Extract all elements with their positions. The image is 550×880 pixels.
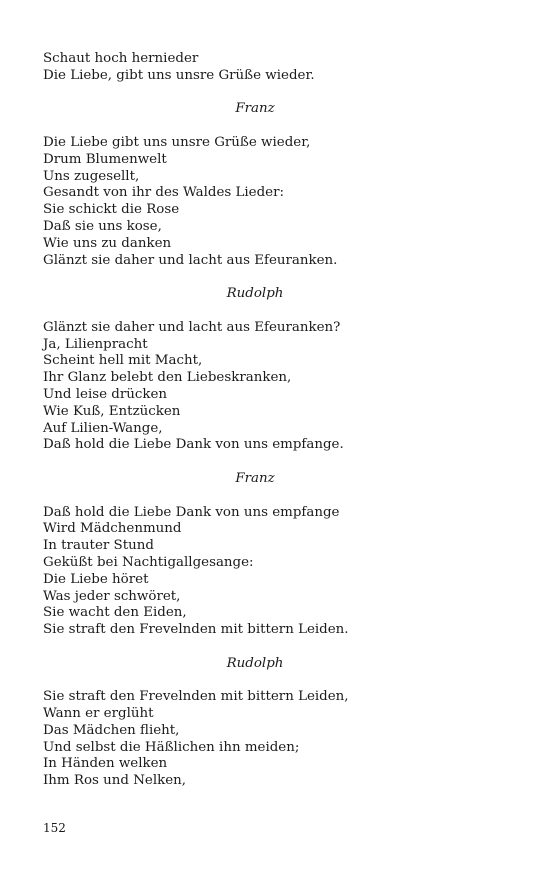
verse-line: Sie wacht den Eiden, — [43, 605, 187, 621]
verse-line: Drum Blumenwelt — [43, 151, 167, 167]
verse-line: Daß hold die Liebe Dank von uns empfange — [43, 504, 340, 520]
verse-line: Glänzt sie daher und lacht aus Efeuranken? — [43, 319, 341, 335]
page-number: 152 — [43, 821, 66, 835]
verse-line: Geküßt bei Nachtigallgesange: — [43, 554, 254, 570]
speaker-name: Rudolph — [226, 286, 284, 302]
verse-line: Ihr Glanz belebt den Liebeskranken, — [43, 370, 292, 386]
verse-line: Schaut hoch hernieder — [43, 51, 199, 66]
verse-line: Die Liebe höret — [43, 571, 149, 587]
verse-line: Und leise drücken — [43, 386, 168, 402]
verse-line: Uns zugesellt, — [43, 168, 140, 184]
verse-line: Die Liebe, gibt uns unsre Grüße wieder. — [43, 67, 315, 83]
speaker-name: Franz — [235, 101, 275, 117]
verse-line: Was jeder schwöret, — [43, 588, 181, 604]
verse-line: Und selbst die Häßlichen ihn meiden; — [43, 739, 300, 755]
verse-line: Glänzt sie daher und lacht aus Efeuranken. — [43, 252, 338, 268]
verse-line: Daß sie uns kose, — [43, 218, 162, 234]
verse-line: Wann er erglüht — [43, 706, 154, 722]
poem-text — [43, 51, 503, 790]
verse-line: Ihm Ros und Nelken, — [43, 773, 187, 789]
speaker-name: Franz — [235, 470, 275, 486]
verse-line: In Händen welken — [43, 756, 168, 772]
verse-line: Sie straft den Frevelnden mit bittern Leiden, — [43, 689, 349, 705]
verse-line: Gesandt von ihr des Waldes Lieder: — [43, 185, 285, 201]
verse-line: Sie schickt die Rose — [43, 202, 180, 218]
verse-line: Die Liebe gibt uns unsre Grüße wieder, — [43, 134, 311, 150]
verse-line: Ja, Lilienpracht — [43, 336, 148, 352]
verse-line: Wie uns zu danken — [43, 235, 172, 251]
verse-line: Wie Kuß, Entzücken — [43, 403, 181, 419]
verse-line: Auf Lilien-Wange, — [43, 420, 163, 436]
verse-line: Daß hold die Liebe Dank von uns empfange. — [43, 437, 344, 453]
verse-line: Sie straft den Frevelnden mit bittern Leiden. — [43, 622, 349, 638]
speaker-name: Rudolph — [226, 655, 284, 671]
verse-line: Das Mädchen flieht, — [43, 722, 180, 738]
verse-line: In trauter Stund — [43, 538, 154, 554]
verse-line: Scheint hell mit Macht, — [43, 353, 203, 369]
verse-line: Wird Mädchenmund — [43, 521, 182, 537]
